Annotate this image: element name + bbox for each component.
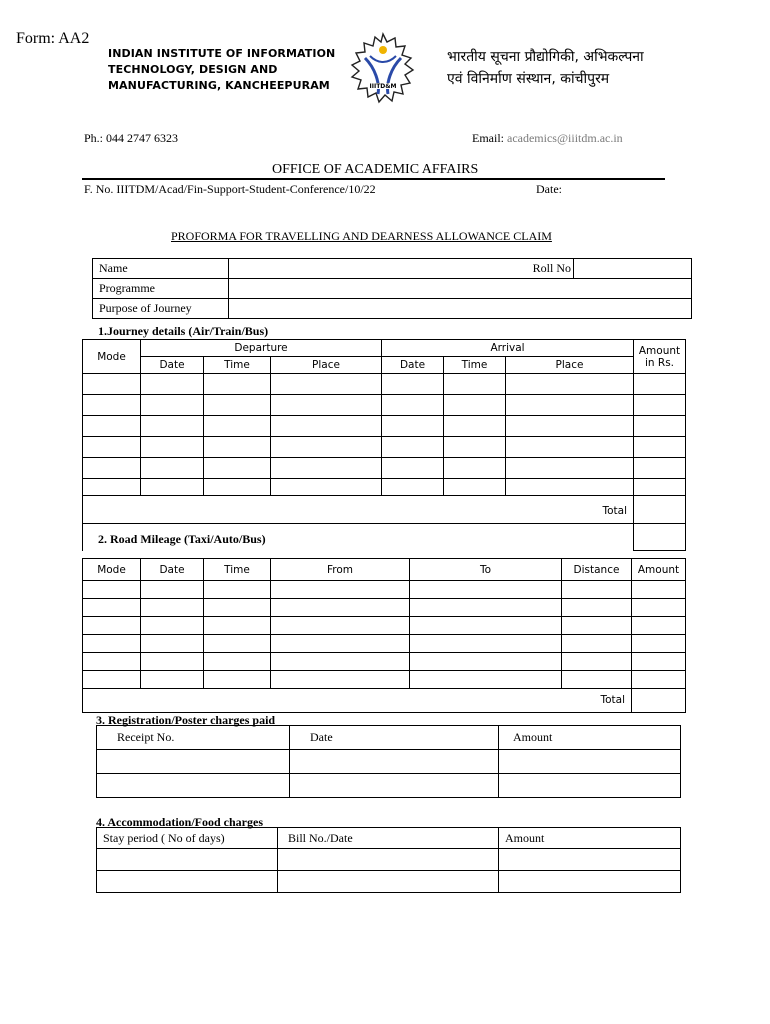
- institute-name-english: [108, 46, 335, 94]
- email-label: Email:: [472, 131, 504, 145]
- departure-time-header: Time: [204, 357, 271, 374]
- institute-logo: [340, 28, 426, 114]
- table-row[interactable]: [83, 437, 686, 458]
- purpose-field[interactable]: [229, 299, 692, 319]
- table-row[interactable]: [97, 871, 681, 893]
- form-code: Form: AA2: [16, 30, 90, 47]
- table-row[interactable]: [83, 617, 686, 635]
- form-title: PROFORMA FOR TRAVELLING AND DEARNESS ALLOWANCE CLAIM: [171, 229, 552, 243]
- registration-amount-header: Amount: [499, 726, 681, 750]
- arrival-header: Arrival: [382, 340, 634, 357]
- journey-total-field[interactable]: [634, 496, 686, 524]
- departure-date-header: Date: [141, 357, 204, 374]
- programme-field[interactable]: [229, 279, 692, 299]
- journey-total-label: Total: [83, 496, 634, 524]
- table-row[interactable]: [83, 374, 686, 395]
- bill-no-header: Bill No./Date: [278, 828, 499, 849]
- table-row[interactable]: [83, 479, 686, 496]
- road-section-heading: 2. Road Mileage (Taxi/Auto/Bus): [98, 532, 266, 546]
- name-label: Name: [93, 259, 229, 279]
- institute-name-hindi: [447, 46, 644, 90]
- email-address[interactable]: academics@iiitdm.ac.in: [507, 131, 623, 145]
- receipt-no-header: Receipt No.: [97, 726, 290, 750]
- name-field[interactable]: [229, 259, 530, 279]
- amount-unit: in Rs.: [644, 356, 674, 369]
- table-row[interactable]: [83, 581, 686, 599]
- phone-label: Ph.:: [84, 131, 104, 145]
- programme-label: Programme: [93, 279, 229, 299]
- journey-section-heading: 1.Journey details (Air/Train/Bus): [98, 324, 269, 338]
- phone-line: [84, 131, 178, 146]
- amount-header: [634, 340, 686, 374]
- arrival-date-header: Date: [382, 357, 444, 374]
- road-mileage-table: [82, 558, 686, 713]
- departure-header: Departure: [141, 340, 382, 357]
- table-row[interactable]: [97, 750, 681, 774]
- table-row[interactable]: [97, 849, 681, 871]
- table-row[interactable]: [83, 635, 686, 653]
- accommodation-table: [96, 827, 681, 893]
- table-row[interactable]: [83, 653, 686, 671]
- departure-place-header: Place: [271, 357, 382, 374]
- road-to-header: To: [410, 559, 562, 581]
- table-row[interactable]: [83, 671, 686, 689]
- phone-number: 044 2747 6323: [106, 131, 179, 145]
- institute-name-hindi-line: भारतीय सूचना प्रौद्योगिकी, अभिकल्पना: [447, 49, 644, 65]
- logo-emblem-icon: [340, 28, 426, 114]
- registration-table: [96, 725, 681, 798]
- amount-label: Amount: [638, 344, 681, 357]
- accommodation-amount-header: Amount: [499, 828, 681, 849]
- road-distance-header: Distance: [562, 559, 632, 581]
- email-line: [472, 131, 623, 146]
- registration-date-header: Date: [290, 726, 499, 750]
- institute-name-line: INDIAN INSTITUTE OF INFORMATION: [108, 47, 336, 60]
- roll-no-label: Roll No: [530, 259, 574, 279]
- arrival-place-header: Place: [506, 357, 634, 374]
- table-row[interactable]: [83, 395, 686, 416]
- table-row[interactable]: [83, 416, 686, 437]
- road-amount-header: Amount: [632, 559, 686, 581]
- road-time-header: Time: [204, 559, 271, 581]
- institute-name-hindi-line: एवं विनिर्माण संस्थान, कांचीपुरम: [447, 71, 610, 87]
- registration-section-heading: 3. Registration/Poster charges paid: [96, 713, 276, 727]
- purpose-label: Purpose of Journey: [93, 299, 229, 319]
- personal-details-table: [92, 258, 692, 319]
- journey-extra-field[interactable]: [634, 524, 686, 551]
- road-mode-header: Mode: [83, 559, 141, 581]
- stay-period-header: Stay period ( No of days): [97, 828, 278, 849]
- road-total-field[interactable]: [632, 689, 686, 713]
- table-row[interactable]: [97, 774, 681, 798]
- header-divider: [82, 178, 665, 180]
- institute-name-line: TECHNOLOGY, DESIGN AND: [108, 63, 278, 76]
- table-row[interactable]: [83, 458, 686, 479]
- roll-no-field[interactable]: [574, 259, 692, 279]
- road-from-header: From: [271, 559, 410, 581]
- journey-table: [82, 339, 686, 551]
- road-date-header: Date: [141, 559, 204, 581]
- accommodation-section-heading: 4. Accommodation/Food charges: [96, 815, 263, 829]
- table-row[interactable]: [83, 599, 686, 617]
- office-title: OFFICE OF ACADEMIC AFFAIRS: [272, 162, 479, 177]
- institute-name-line: MANUFACTURING, KANCHEEPURAM: [108, 79, 330, 92]
- road-total-label: Total: [83, 689, 632, 713]
- arrival-time-header: Time: [444, 357, 506, 374]
- logo-text: IIITD&M: [369, 83, 397, 90]
- mode-header: Mode: [83, 340, 141, 374]
- date-label: Date:: [536, 182, 562, 196]
- file-number: F. No. IIITDM/Acad/Fin-Support-Student-Conference/10/22: [84, 182, 376, 196]
